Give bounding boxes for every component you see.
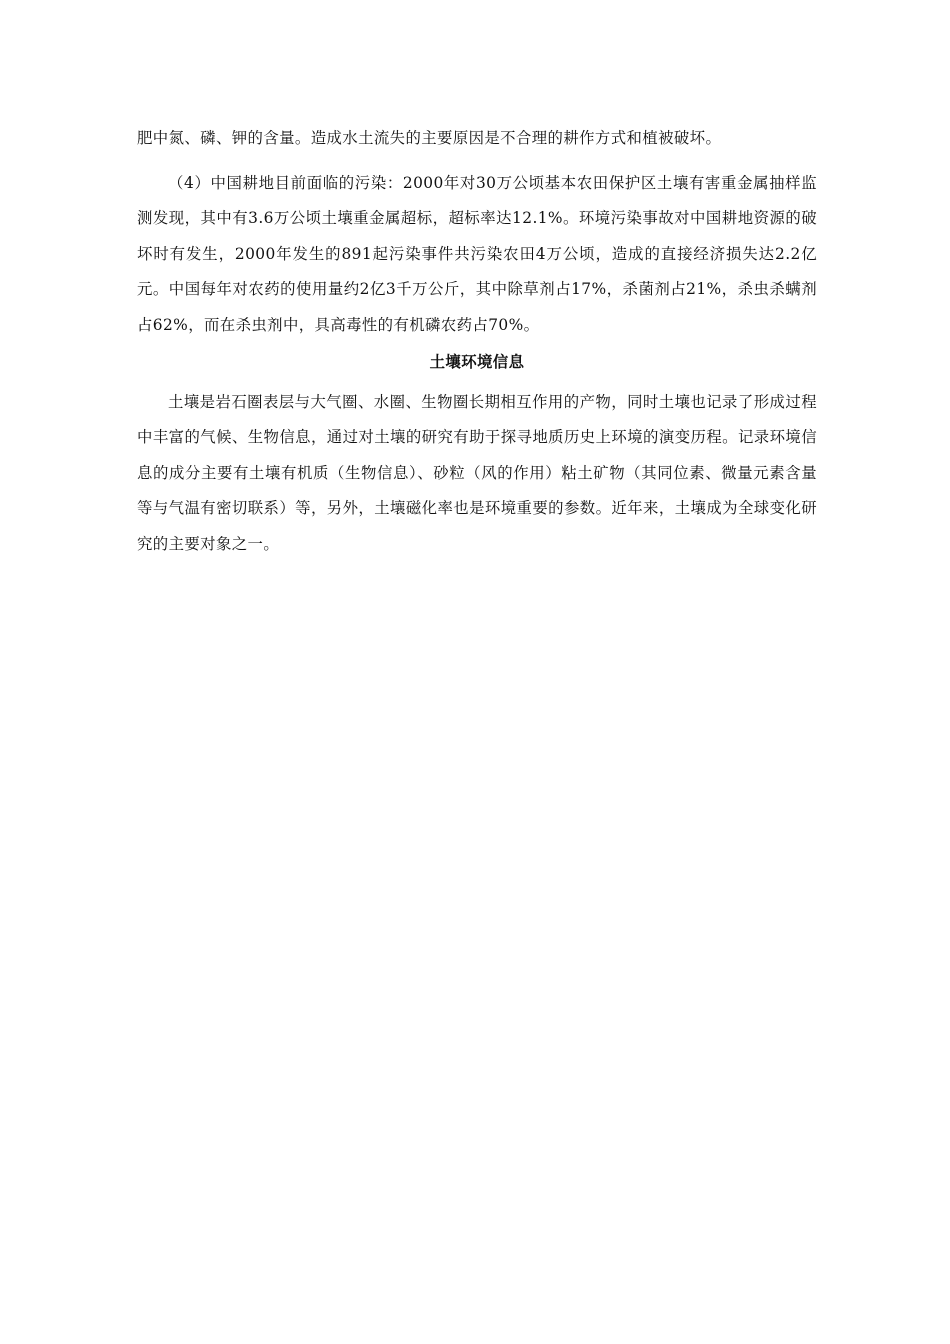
paragraph-soil-info: 土壤是岩石圈表层与大气圈、水圈、生物圈长期相互作用的产物，同时土壤也记录了形成过程中丰富的气候、生物信息，通过对土壤的研究有助于探寻地质历史上环境的演变历程。记录环境信息的成分主要有土壤有机质（生物信息）、砂粒（风的作用）粘土矿物（其同位素、微量元素含量等与气温有密切联系）等，另外，土壤磁化率也是环境重要的参数。近年来，土壤成为全球变化研究的主要对象之一。 bbox=[137, 392, 817, 553]
document-body bbox=[137, 121, 817, 562]
section-heading: 土壤环境信息 bbox=[429, 353, 525, 371]
paragraph-continued: 肥中氮、磷、钾的含量。造成水土流失的主要原因是不合理的耕作方式和植被破坏。 bbox=[137, 129, 722, 147]
paragraph-pollution: （4）中国耕地目前面临的污染：2000年对30万公顷基本农田保护区土壤有害重金属抽样监测发现，其中有3.6万公顷土壤重金属超标，超标率达12.1%。环境污染事故对中国耕地资源的破坏时有发生，2000年发生的891起污染事件共污染农田4万公顷，造成的直接经济损失达2.2亿元。中国每年对农药的使用量约2亿3千万公斤，其中除草剂占17%，杀菌剂占21%，杀虫杀螨剂占62%，而在杀虫剂中，具高毒性的有机磷农药占70%。 bbox=[137, 173, 817, 334]
